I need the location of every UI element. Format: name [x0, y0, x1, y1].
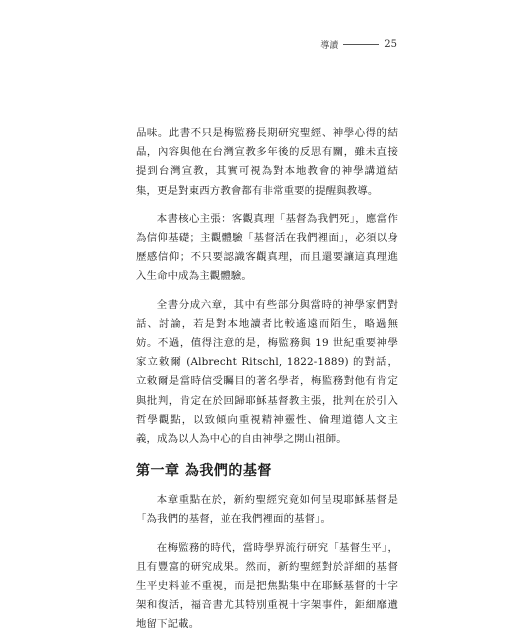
body-paragraph: 全書分成六章，其中有些部分與當時的神學家們對話、討論，若是對本地讀者比較遙遠而陌生，略過無妨。不過，值得注意的是，梅監務與 19 世紀重要神學家立敕爾 (Albrecht Ritschl, 1822-1889) 的對話，立敕爾是當時信受矚目的著名學者，梅監務對他有肯定與批判，肯定在於回歸耶穌基督教主張，批判在於引入哲學觀點，以致傾向重視精神靈性、倫理道德人文主義，成為以人為中心的自由神學之開山祖師。 [136, 298, 398, 446]
page-body [136, 124, 398, 644]
running-head-rule [343, 44, 379, 45]
chapter-heading: 第一章 為我們的基督 [136, 463, 272, 480]
body-paragraph: 在梅監務的時代，當時學界流行研究「基督生平」，且有豐富的研究成果。然而，新約聖經對於詳細的基督生平史料並不重視，而是把焦點集中在耶穌基督的十字架和復活，福音書尤其特別重視十字架事件，鉅細靡遺地留下記載。 [136, 541, 398, 631]
body-paragraph: 品味。此書不只是梅監務長期研究聖經、神學心得的結晶，內容與他在台灣宣教多年後的反思有關，雖未直接提到台灣宣教，其實可視為對本地教會的神學講道結集，更是對東西方教會都有非常重要的提醒與教導。 [136, 127, 398, 197]
running-head [320, 38, 397, 51]
page-number: 25 [384, 39, 397, 50]
body-paragraph: 本章重點在於，新約聖經究竟如何呈現耶穌基督是「為我們的基督，並在我們裡面的基督」。 [136, 494, 398, 526]
body-paragraph: 本書核心主張：客觀真理「基督為我們死」，應當作為信仰基礎；主觀體驗「基督活在我們裡面」，必須以身歷感信仰；不只要認識客觀真理，而且還要讓這真理進入生命中成為主觀體驗。 [136, 212, 398, 283]
running-head-title: 導讀 [320, 41, 339, 51]
